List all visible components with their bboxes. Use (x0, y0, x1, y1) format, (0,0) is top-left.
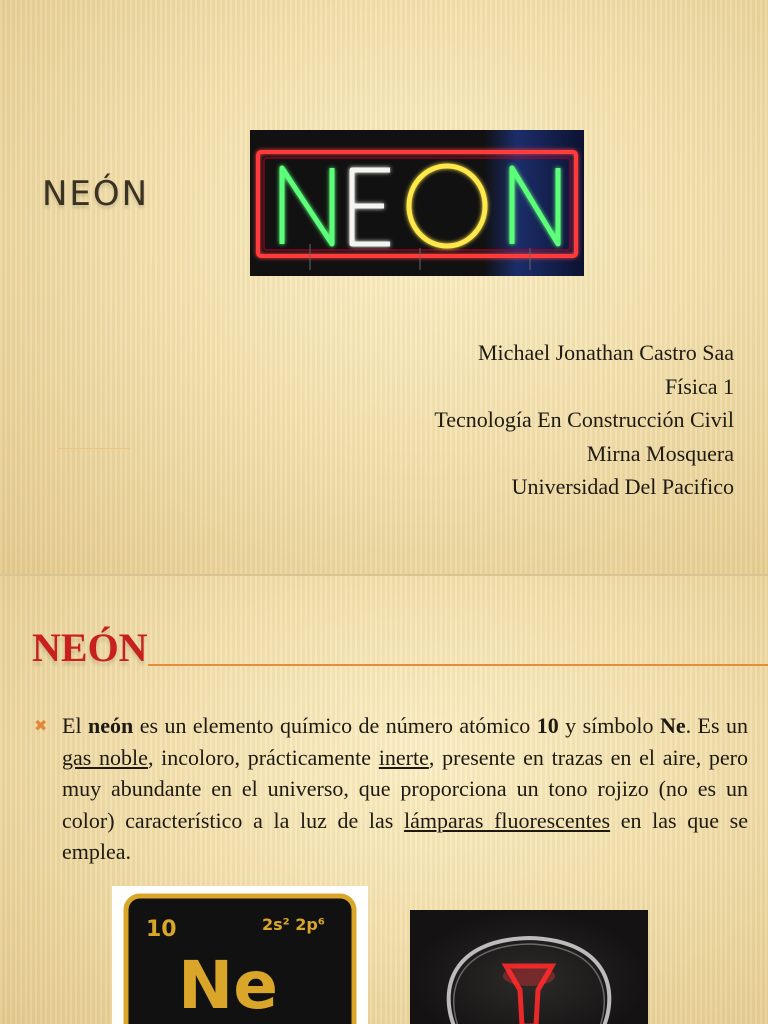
text-run: y símbolo (558, 713, 660, 738)
neon-sign-image (250, 130, 584, 276)
neon-lamp-image (410, 910, 648, 1024)
neon-element-card-image (112, 886, 368, 1024)
card-symbol: Ne (178, 947, 278, 1024)
bold-symbol: Ne (659, 713, 686, 738)
link-gas-noble[interactable]: gas noble (62, 744, 148, 770)
text-run: , presente en trazas en el aire, pero muy abundante en el universo, que proporciona un tono rojizo (no es un color) característico a la luz de las (62, 744, 749, 833)
title-underline (148, 664, 768, 666)
author-info (434, 336, 734, 504)
bold-term-neon: neón (88, 713, 134, 738)
text-run: El (62, 713, 88, 738)
text-run: , incoloro, prácticamente (147, 744, 379, 770)
text-run: es un elemento químico de número atómico (133, 713, 537, 738)
university-name: Universidad Del Pacifico (511, 474, 734, 499)
author-name: Michael Jonathan Castro Saa (478, 340, 734, 365)
neon-sign-graphic (250, 130, 584, 276)
content-slide (0, 576, 768, 1024)
lamp-graphic (410, 910, 648, 1024)
neon-description (62, 710, 748, 868)
card-atomic-number: 10 (146, 917, 177, 942)
x-bullet-icon: ✖ (34, 716, 48, 735)
card-configuration: 2s² 2p⁶ (262, 915, 325, 934)
slide-title: NEÓN (32, 625, 148, 670)
slide-title: NEÓN (42, 174, 150, 214)
text-run: . Es un (685, 713, 748, 738)
neon-letter-n (282, 168, 332, 244)
element-card-graphic (112, 886, 368, 1024)
course-name: Física 1 (664, 373, 734, 399)
neon-letter-n2 (512, 168, 558, 244)
program-name: Tecnología En Construcción Civil (434, 407, 734, 432)
teacher-name: Mirna Mosquera (586, 440, 734, 466)
accent-line (58, 448, 130, 449)
link-lamparas-fluorescentes[interactable]: lámparas fluorescentes (404, 807, 611, 833)
bold-atomic-number: 10 (536, 713, 559, 738)
link-inerte[interactable]: inerte (378, 744, 429, 770)
neon-letter-o (409, 166, 485, 246)
text-run: en las que se emplea. (62, 807, 748, 864)
neon-letter-e (352, 170, 390, 244)
